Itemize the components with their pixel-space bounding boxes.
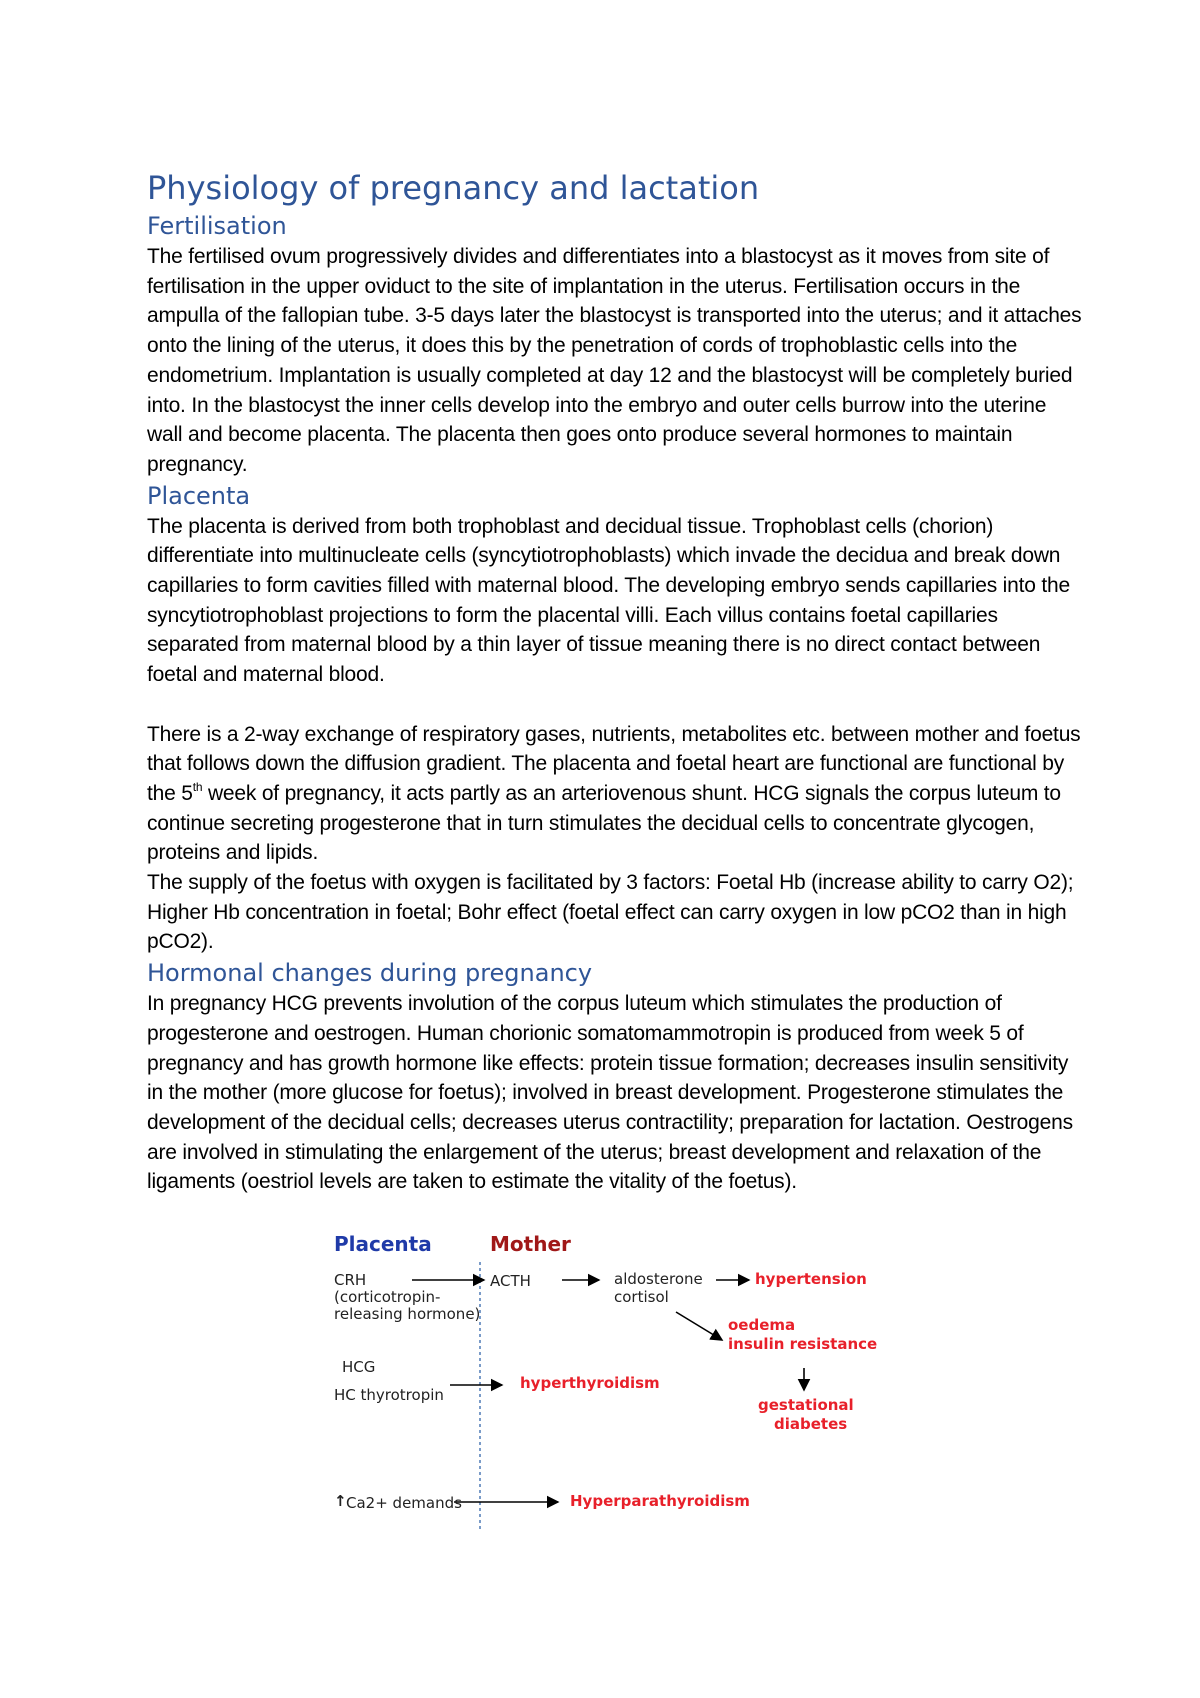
diagram-crh-line2: (corticotropin-	[334, 1288, 441, 1306]
document-body	[147, 166, 1082, 1197]
diagram-hypertension: hypertension	[755, 1270, 867, 1288]
diagram-crh: CRH	[334, 1271, 367, 1289]
diagram-ca-demands: Ca2+ demands	[346, 1494, 462, 1512]
diagram-hcg: HCG	[342, 1358, 376, 1376]
diagram-hc-thyrotropin: HC thyrotropin	[334, 1386, 444, 1404]
diagram-aldosterone: aldosterone	[614, 1270, 703, 1288]
heading-hormonal-changes: Hormonal changes during pregnancy	[147, 959, 593, 988]
diagram-diabetes: diabetes	[774, 1415, 848, 1433]
superscript-th: th	[192, 779, 203, 794]
diagram-gestational: gestational	[758, 1396, 854, 1414]
paragraph-placenta-3: The supply of the foetus with oxygen is facilitated by 3 factors: Foetal Hb (increase ability to carry O2); Higher Hb concentration in foetal; Bohr effect (foetal effect can carry oxygen in low pCO2 than in high pCO2).	[147, 871, 1074, 954]
paragraph-fertilisation: The fertilised ovum progressively divides and differentiates into a blastocyst as it moves from site of fertilisation in the upper oviduct to the site of implantation in the uterus. Fertilisation occurs in the ampulla of the fallopian tube. 3-5 days later the blastocyst is transported into the uterus; and it attaches onto the lining of the uterus, it does this by the penetration of cords of trophoblastic cells into the endometrium. Implantation is usually completed at day 12 and the blastocyst will be completely buried into. In the blastocyst the inner cells develop into the embryo and outer cells burrow into the uterine wall and become placenta. The placenta then goes onto produce several hormones to maintain pregnancy.	[147, 245, 1082, 476]
diagram-label-mother: Mother	[490, 1232, 571, 1256]
arrow-cortisol-oedema	[676, 1312, 722, 1340]
paragraph-placenta-2	[147, 720, 1082, 869]
document-title: Physiology of pregnancy and lactation	[147, 169, 760, 207]
heading-fertilisation: Fertilisation	[147, 212, 287, 240]
diagram-crh-line3: releasing hormone)	[334, 1305, 481, 1323]
paragraph-placenta-1: The placenta is derived from both trophoblast and decidual tissue. Trophoblast cells (chorion) differentiate into multinucleate cells (syncytiotrophoblasts) which invade the decidua and break down capillaries to form cavities filled with maternal blood. The developing embryo sends capillaries into the syncytiotrophoblast projections to form the placental villi. Each villus contains foetal capillaries separated from maternal blood by a thin layer of tissue meaning there is no direct contact between foetal and maternal blood.	[147, 514, 1070, 687]
paragraph-hormonal-changes: In pregnancy HCG prevents involution of the corpus luteum which stimulates the production of progesterone and oestrogen. Human chorionic somatomammotropin is produced from week 5 of pregnancy and has growth hormone like effects: protein tissue formation; decreases insulin sensitivity in the mother (more glucose for foetus); involved in breast development. Progesterone stimulates the development of the decidual cells; decreases uterus contractility; preparation for lactation. Oestrogens are involved in stimulating the enlargement of the uterus; breast development and relaxation of the ligaments (oestriol levels are taken to estimate the vitality of the foetus).	[147, 992, 1073, 1194]
paragraph-placenta-2-start: There is a 2-way exchange of respiratory gases, nutrients, metabolites etc. between mother and foetus that follows down the diffusion gradient. The placenta and foetal heart are functional are functional by the 5	[147, 722, 1081, 805]
diagram-insulin-resistance: insulin resistance	[728, 1335, 878, 1353]
diagram-hyperparathyroidism: Hyperparathyroidism	[570, 1492, 750, 1510]
diagram-cortisol: cortisol	[614, 1288, 669, 1306]
diagram-acth: ACTH	[490, 1272, 531, 1290]
diagram-hyperthyroidism: hyperthyroidism	[520, 1374, 660, 1392]
diagram-label-placenta: Placenta	[334, 1232, 432, 1256]
paragraph-placenta-2-end: week of pregnancy, it acts partly as an arteriovenous shunt. HCG signals the corpus luteum to continue secreting progesterone that in turn stimulates the decidual cells to concentrate glycogen, proteins and lipids.	[147, 781, 1061, 865]
diagram-ca-arrow: ↑	[334, 1492, 347, 1510]
diagram-oedema: oedema	[728, 1316, 796, 1334]
hormone-effects-diagram	[322, 1232, 882, 1532]
heading-placenta: Placenta	[147, 481, 251, 510]
